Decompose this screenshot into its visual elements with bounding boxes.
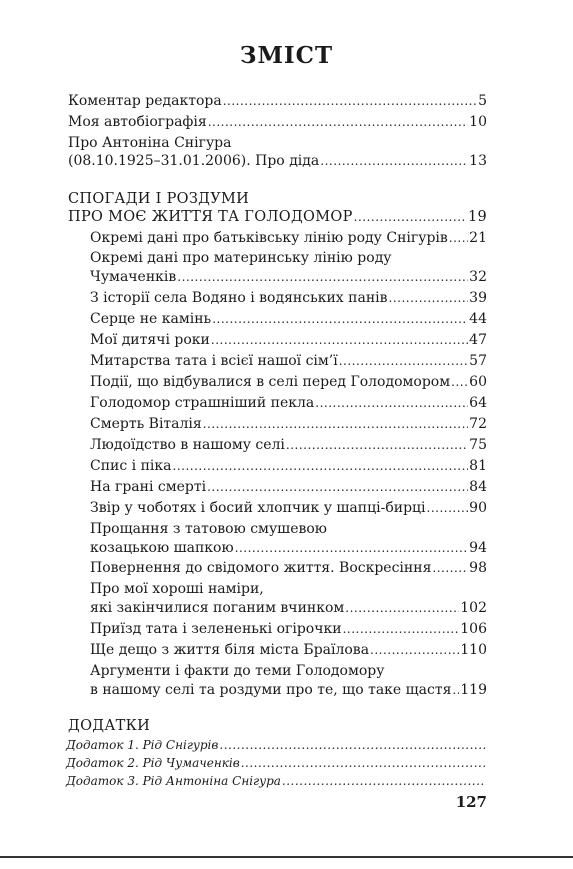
toc-entry-page: 32 xyxy=(469,269,487,285)
leader-dots xyxy=(370,641,459,659)
appendix-entry xyxy=(66,737,487,753)
toc-entry-label: Мої дитячі роки xyxy=(90,332,210,348)
toc-entry xyxy=(90,436,487,454)
leader-dots xyxy=(449,229,468,247)
appendix-entry-label: Додаток 1. Рід Снігурів xyxy=(66,738,219,752)
toc-entry-page: 84 xyxy=(469,479,487,495)
toc-entry-label: Смерть Віталія xyxy=(90,416,202,432)
toc-entry-page: 39 xyxy=(469,290,487,306)
toc-entry-label-line1: Окремі дані про материнську лінію роду xyxy=(90,250,392,266)
leader-dots xyxy=(235,539,469,557)
toc-entry-label: які закінчилися поганим вчинком xyxy=(90,600,345,616)
toc-entry-page: 102 xyxy=(460,600,487,616)
toc-entry-page: 47 xyxy=(469,332,487,348)
leader-dots xyxy=(320,152,468,170)
toc-entry-label: Повернення до свідомого життя. Воскресіння xyxy=(90,560,432,576)
toc-entry-page: 44 xyxy=(469,311,487,327)
appendix-heading: ДОДАТКИ xyxy=(68,718,151,734)
toc-entry-page: 60 xyxy=(469,374,487,390)
bottom-divider xyxy=(0,856,573,858)
toc-entry xyxy=(90,539,487,557)
leader-dots xyxy=(208,113,468,131)
toc-entry-label: (08.10.1925–31.01.2006). Про діда xyxy=(68,153,320,169)
toc-entry-page: 5 xyxy=(478,93,487,109)
toc-entry-label: в нашому селі та роздуми про те, що таке щастя xyxy=(90,682,452,698)
toc-entry xyxy=(68,92,487,110)
toc-entry xyxy=(90,620,487,638)
leader-dots xyxy=(343,620,460,638)
toc-entry-page: 72 xyxy=(469,416,487,432)
toc-entry xyxy=(68,152,487,170)
toc-entry-label: Приїзд тата і зелененькі огірочки xyxy=(90,621,342,637)
toc-entry-label: З історії села Водяно і водянських панів xyxy=(90,290,388,306)
toc-entry-page: 64 xyxy=(469,395,487,411)
leader-dots xyxy=(241,755,486,771)
toc-entry xyxy=(90,478,487,496)
toc-entry-label: Звір у чоботях і босий хлопчик у шапці-бирці xyxy=(90,500,426,516)
leader-dots xyxy=(219,737,486,753)
toc-entry xyxy=(90,599,487,617)
toc-entry xyxy=(68,113,487,131)
leader-dots xyxy=(177,268,468,286)
leader-dots xyxy=(223,92,477,110)
toc-entry-page: 75 xyxy=(469,437,487,453)
toc-entry-label-line1: Про Антоніна Снігура xyxy=(68,135,232,151)
toc-entry-label: Митарства тата і всієї нашої сім’ї xyxy=(90,353,338,369)
toc-entry xyxy=(90,373,487,391)
toc-entry-label: Голодомор страшніший пекла xyxy=(90,395,315,411)
leader-dots xyxy=(315,394,468,412)
toc-entry xyxy=(90,289,487,307)
toc-entry-label: Коментар редактора xyxy=(68,93,222,109)
toc-entry-label: На грані смерті xyxy=(90,479,207,495)
toc-entry-page: 110 xyxy=(460,642,487,658)
leader-dots xyxy=(203,415,468,433)
section-heading-page: 19 xyxy=(467,209,487,225)
leader-dots xyxy=(345,599,459,617)
toc-entry-page: 98 xyxy=(469,560,487,576)
toc-entry xyxy=(90,559,487,577)
toc-entry-label: Події, що відбувалися в селі перед Голодомором xyxy=(90,374,451,390)
section-heading xyxy=(68,208,487,226)
toc-entry xyxy=(90,331,487,349)
toc-entry-label: Людоїдство в нашому селі xyxy=(90,437,285,453)
page-number: 127 xyxy=(455,793,487,811)
toc-entry xyxy=(90,394,487,412)
appendix-entry-label: Додаток 3. Рід Антоніна Снігура xyxy=(66,774,281,788)
leader-dots xyxy=(389,289,469,307)
toc-entry xyxy=(90,268,487,286)
leader-dots xyxy=(452,681,459,699)
toc-entry-page: 94 xyxy=(469,540,487,556)
toc-entry-page: 21 xyxy=(469,230,487,246)
toc-entry-label: Ще дещо з життя біля міста Браїлова xyxy=(90,642,370,658)
appendix-entry-label: Додаток 2. Рід Чумаченків xyxy=(66,756,240,770)
toc-entry-label: Спис і піка xyxy=(90,458,172,474)
toc-entry-label-line1: Прощання з татовою смушевою xyxy=(90,521,327,537)
toc-entry xyxy=(90,310,487,328)
leader-dots xyxy=(282,773,486,789)
toc-entry xyxy=(90,641,487,659)
toc-entry-page: 10 xyxy=(469,114,487,130)
leader-dots xyxy=(173,457,469,475)
section-heading-line1: СПОГАДИ І РОЗДУМИ xyxy=(68,191,250,207)
toc-entry-label-line1: Про мої хороші наміри, xyxy=(90,581,264,597)
leader-dots xyxy=(211,331,468,349)
toc-entry-label-line1: Аргументи і факти до теми Голодомору xyxy=(90,663,385,679)
toc-entry-label: Моя автобіографія xyxy=(68,114,207,130)
leader-dots xyxy=(451,373,468,391)
toc-entry-page: 13 xyxy=(469,153,487,169)
leader-dots xyxy=(286,436,468,454)
toc-entry-label: козацькою шапкою xyxy=(90,540,234,556)
appendix-entry xyxy=(66,755,487,771)
toc-entry-label: Окремі дані про батьківську лінію роду Снігурів xyxy=(90,230,448,246)
toc-entry-page: 119 xyxy=(460,682,487,698)
leader-dots xyxy=(354,208,467,226)
toc-entry xyxy=(90,415,487,433)
toc-entry xyxy=(90,457,487,475)
toc-entry-page: 90 xyxy=(469,500,487,516)
appendix-entry xyxy=(66,773,487,789)
toc-entry-page: 81 xyxy=(469,458,487,474)
toc-entry-label: Чумаченків xyxy=(90,269,177,285)
leader-dots xyxy=(212,310,468,328)
page-title: ЗМІСТ xyxy=(239,42,334,69)
leader-dots xyxy=(339,352,468,370)
toc-entry-page: 57 xyxy=(469,353,487,369)
toc-entry xyxy=(90,229,487,247)
leader-dots xyxy=(207,478,468,496)
toc-entry xyxy=(90,681,487,699)
toc-entry-page: 106 xyxy=(460,621,487,637)
section-heading-label: ПРО МОЄ ЖИТТЯ ТА ГОЛОДОМОР xyxy=(68,209,353,225)
leader-dots xyxy=(432,559,468,577)
toc-entry-label: Серце не камінь xyxy=(90,311,212,327)
toc-entry xyxy=(90,352,487,370)
leader-dots xyxy=(427,499,469,517)
toc-entry xyxy=(90,499,487,517)
